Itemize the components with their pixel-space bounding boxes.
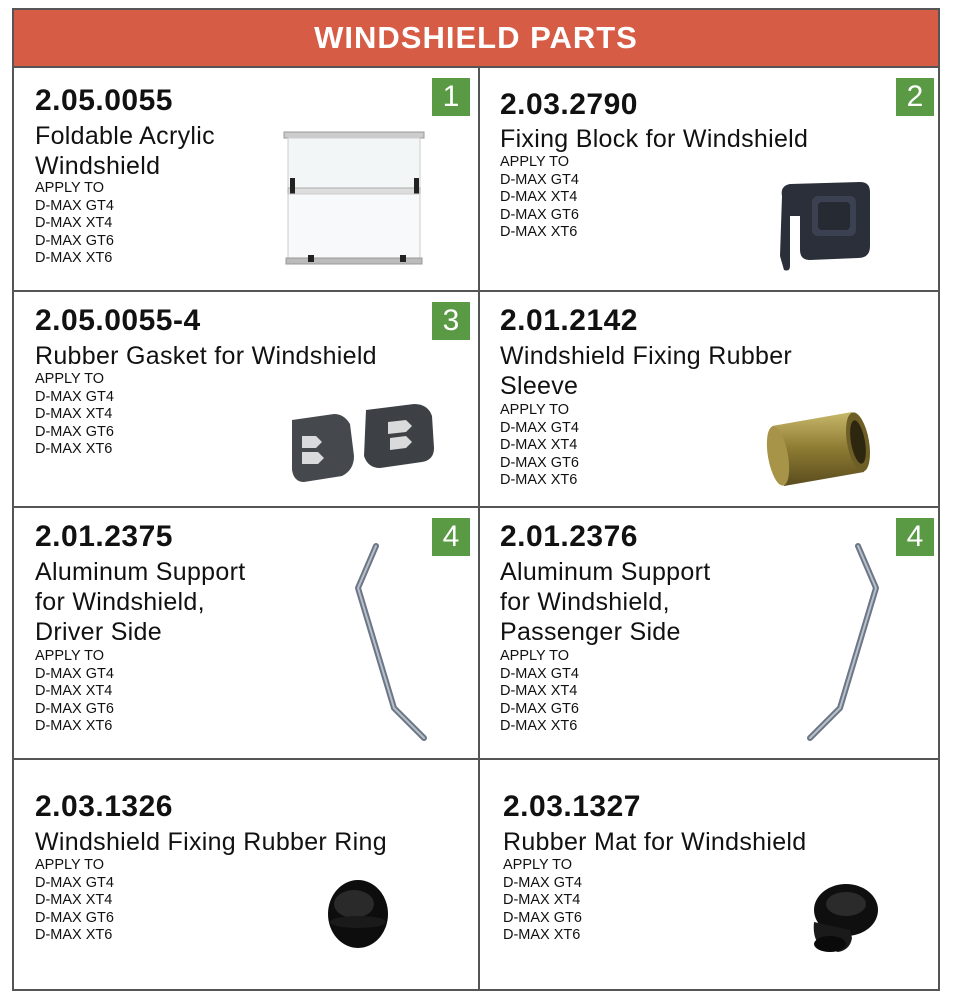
name-line: Passenger Side — [500, 618, 681, 646]
part-cell — [14, 68, 478, 290]
apply-line: D-MAX GT6 — [500, 454, 579, 471]
apply-line: D-MAX GT6 — [503, 909, 582, 926]
part-cell — [14, 508, 478, 758]
apply-line: D-MAX XT4 — [500, 437, 578, 453]
part-name — [500, 124, 808, 154]
part-cell — [14, 760, 478, 991]
apply-list — [35, 371, 114, 459]
part-name — [35, 121, 215, 181]
apply-line: D-MAX GT4 — [500, 419, 579, 436]
apply-line: APPLY TO — [503, 857, 573, 873]
apply-line: D-MAX GT4 — [35, 874, 114, 891]
callout-badge: 1 — [432, 78, 470, 116]
apply-line: APPLY TO — [35, 180, 105, 196]
apply-line: APPLY TO — [35, 648, 105, 664]
name-line: Aluminum Support — [500, 558, 711, 586]
fixing-block-image — [770, 176, 880, 276]
apply-line: D-MAX XT4 — [503, 892, 581, 908]
apply-line: D-MAX XT6 — [500, 224, 578, 240]
part-name — [35, 827, 387, 857]
part-code: 2.01.2376 — [500, 520, 638, 553]
apply-line: D-MAX XT4 — [500, 683, 578, 699]
rubber-gasket-image — [284, 400, 444, 490]
name-line: Windshield Fixing Rubber Ring — [35, 828, 387, 856]
callout-badge: 2 — [896, 78, 934, 116]
apply-line: D-MAX GT6 — [35, 909, 114, 926]
apply-line: D-MAX GT4 — [35, 665, 114, 682]
callout-badge: 3 — [432, 302, 470, 340]
apply-line: D-MAX XT4 — [35, 406, 113, 422]
part-code: 2.03.2790 — [500, 88, 638, 121]
apply-list — [35, 180, 114, 268]
callout-badge: 4 — [896, 518, 934, 556]
apply-line: D-MAX XT4 — [35, 215, 113, 231]
part-name — [500, 557, 710, 647]
name-line: Rubber Mat for Windshield — [503, 828, 807, 856]
apply-line: D-MAX GT4 — [500, 665, 579, 682]
apply-line: D-MAX GT6 — [35, 423, 114, 440]
apply-line: D-MAX XT4 — [35, 683, 113, 699]
callout-badge: 4 — [432, 518, 470, 556]
apply-line: D-MAX GT6 — [35, 232, 114, 249]
name-line: Fixing Block for Windshield — [500, 125, 809, 153]
apply-line: D-MAX XT6 — [35, 927, 113, 943]
part-code: 2.05.0055-4 — [35, 304, 201, 337]
section-title: WINDSHIELD PARTS — [314, 20, 638, 55]
apply-line: D-MAX GT6 — [500, 206, 579, 223]
name-line: Foldable Acrylic — [35, 122, 215, 150]
name-line: Windshield — [35, 152, 161, 180]
foldable-windshield-image — [280, 130, 430, 270]
name-line: Sleeve — [500, 372, 579, 400]
apply-line: D-MAX XT4 — [35, 892, 113, 908]
apply-line: D-MAX XT6 — [500, 472, 578, 488]
rubber-ring-image — [314, 868, 404, 958]
part-cell — [480, 760, 942, 991]
apply-line: D-MAX GT4 — [500, 171, 579, 188]
part-cell — [480, 68, 942, 290]
part-code: 2.01.2142 — [500, 304, 638, 337]
apply-line: APPLY TO — [35, 857, 105, 873]
apply-line: APPLY TO — [500, 154, 570, 170]
apply-list — [503, 857, 582, 945]
part-code: 2.03.1327 — [503, 790, 641, 823]
apply-line: D-MAX GT4 — [35, 197, 114, 214]
part-code: 2.03.1326 — [35, 790, 173, 823]
apply-line: D-MAX XT6 — [503, 927, 581, 943]
apply-line: APPLY TO — [500, 402, 570, 418]
name-line: for Windshield, — [35, 588, 205, 616]
part-name — [35, 341, 377, 371]
apply-line: APPLY TO — [500, 648, 570, 664]
apply-line: D-MAX XT6 — [35, 250, 113, 266]
part-code: 2.01.2375 — [35, 520, 173, 553]
part-cell — [14, 292, 478, 506]
name-line: Aluminum Support — [35, 558, 246, 586]
part-name — [500, 341, 792, 401]
catalog-frame — [12, 8, 940, 991]
support-driver-image — [344, 538, 434, 743]
part-name — [503, 827, 806, 857]
name-line: Rubber Gasket for Windshield — [35, 342, 377, 370]
apply-line: D-MAX GT6 — [35, 700, 114, 717]
part-code: 2.05.0055 — [35, 84, 173, 117]
apply-list — [500, 402, 579, 490]
rubber-sleeve-image — [760, 402, 880, 492]
apply-line: D-MAX GT4 — [35, 388, 114, 405]
apply-line: APPLY TO — [35, 371, 105, 387]
apply-line: D-MAX XT6 — [500, 718, 578, 734]
name-line: Driver Side — [35, 618, 162, 646]
apply-line: D-MAX GT4 — [503, 874, 582, 891]
support-passenger-image — [800, 538, 890, 743]
name-line: for Windshield, — [500, 588, 670, 616]
apply-list — [500, 154, 579, 242]
part-name — [35, 557, 245, 647]
part-cell — [480, 508, 942, 758]
apply-line: D-MAX XT6 — [35, 718, 113, 734]
apply-list — [500, 648, 579, 736]
name-line: Windshield Fixing Rubber — [500, 342, 793, 370]
apply-line: D-MAX XT4 — [500, 189, 578, 205]
part-cell — [480, 292, 942, 506]
apply-line: D-MAX XT6 — [35, 441, 113, 457]
apply-line: D-MAX GT6 — [500, 700, 579, 717]
apply-list — [35, 648, 114, 736]
apply-list — [35, 857, 114, 945]
section-header — [14, 10, 938, 68]
rubber-mat-image — [790, 872, 890, 962]
